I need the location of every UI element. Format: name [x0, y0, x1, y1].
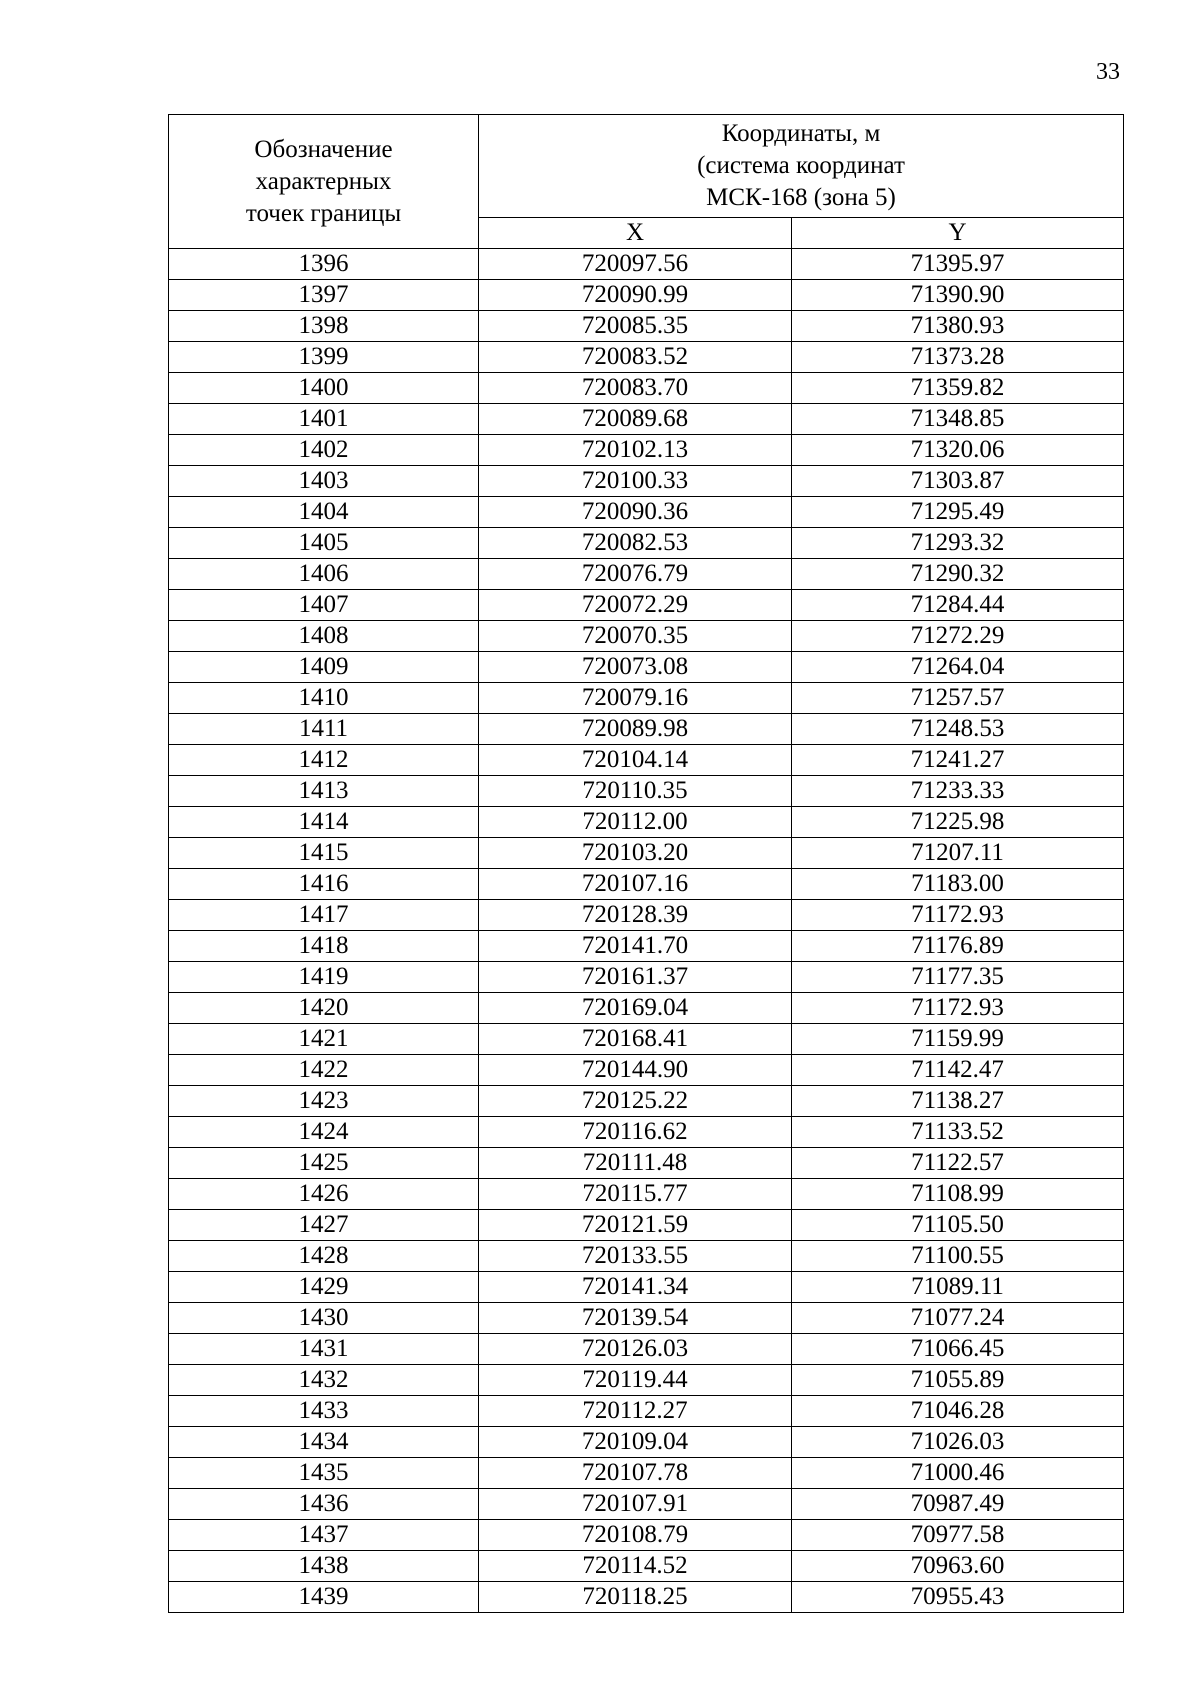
y-coordinate-cell: 71284.44	[792, 590, 1124, 621]
table-row	[169, 962, 1124, 993]
x-coordinate-cell: 720089.98	[479, 714, 792, 745]
x-coordinate-cell: 720102.13	[479, 435, 792, 466]
x-coordinate-cell: 720108.79	[479, 1520, 792, 1551]
table-row	[169, 559, 1124, 590]
table-row	[169, 497, 1124, 528]
point-id-cell: 1435	[169, 1458, 479, 1489]
x-coordinate-cell: 720089.68	[479, 404, 792, 435]
x-coordinate-cell: 720161.37	[479, 962, 792, 993]
table-row	[169, 1210, 1124, 1241]
point-id-cell: 1426	[169, 1179, 479, 1210]
table-row	[169, 869, 1124, 900]
point-id-cell: 1405	[169, 528, 479, 559]
y-coordinate-cell: 71272.29	[792, 621, 1124, 652]
y-coordinate-cell: 71026.03	[792, 1427, 1124, 1458]
y-coordinate-cell: 71225.98	[792, 807, 1124, 838]
table-row	[169, 435, 1124, 466]
point-id-cell: 1427	[169, 1210, 479, 1241]
y-coordinate-cell: 71046.28	[792, 1396, 1124, 1427]
x-coordinate-cell: 720141.70	[479, 931, 792, 962]
y-coordinate-cell: 71172.93	[792, 993, 1124, 1024]
table-row	[169, 404, 1124, 435]
table-row	[169, 807, 1124, 838]
y-coordinate-cell: 71290.32	[792, 559, 1124, 590]
x-coordinate-cell: 720133.55	[479, 1241, 792, 1272]
table-row	[169, 652, 1124, 683]
point-id-cell: 1421	[169, 1024, 479, 1055]
table-row	[169, 683, 1124, 714]
y-coordinate-cell: 71172.93	[792, 900, 1124, 931]
table-row	[169, 838, 1124, 869]
x-coordinate-cell: 720107.16	[479, 869, 792, 900]
x-coordinate-cell: 720083.70	[479, 373, 792, 404]
point-id-cell: 1419	[169, 962, 479, 993]
point-id-cell: 1411	[169, 714, 479, 745]
point-id-cell: 1422	[169, 1055, 479, 1086]
point-id-cell: 1396	[169, 249, 479, 280]
point-id-cell: 1418	[169, 931, 479, 962]
point-id-cell: 1412	[169, 745, 479, 776]
x-coordinate-cell: 720116.62	[479, 1117, 792, 1148]
y-coordinate-cell: 71108.99	[792, 1179, 1124, 1210]
table-row	[169, 590, 1124, 621]
y-coordinate-cell: 71380.93	[792, 311, 1124, 342]
table-row	[169, 745, 1124, 776]
y-coordinate-cell: 70977.58	[792, 1520, 1124, 1551]
point-id-cell: 1433	[169, 1396, 479, 1427]
y-coordinate-cell: 71177.35	[792, 962, 1124, 993]
y-coordinate-cell: 71233.33	[792, 776, 1124, 807]
y-coordinate-cell: 70963.60	[792, 1551, 1124, 1582]
x-coordinate-cell: 720082.53	[479, 528, 792, 559]
point-id-cell: 1413	[169, 776, 479, 807]
table-row	[169, 1272, 1124, 1303]
y-coordinate-cell: 71176.89	[792, 931, 1124, 962]
x-coordinate-cell: 720119.44	[479, 1365, 792, 1396]
x-coordinate-cell: 720112.27	[479, 1396, 792, 1427]
y-column-header: Y	[792, 217, 1124, 248]
designation-header-line: характерных	[255, 167, 392, 195]
x-coordinate-cell: 720114.52	[479, 1551, 792, 1582]
point-id-cell: 1429	[169, 1272, 479, 1303]
point-id-cell: 1425	[169, 1148, 479, 1179]
table-row	[169, 280, 1124, 311]
point-id-cell: 1437	[169, 1520, 479, 1551]
table-row	[169, 714, 1124, 745]
y-coordinate-cell: 71320.06	[792, 435, 1124, 466]
y-coordinate-cell: 71100.55	[792, 1241, 1124, 1272]
point-id-cell: 1432	[169, 1365, 479, 1396]
point-id-cell: 1402	[169, 435, 479, 466]
x-coordinate-cell: 720109.04	[479, 1427, 792, 1458]
x-coordinate-cell: 720144.90	[479, 1055, 792, 1086]
coordinates-header-line: МСК-168 (зона 5)	[706, 183, 896, 211]
x-coordinate-cell: 720073.08	[479, 652, 792, 683]
table-row	[169, 311, 1124, 342]
y-coordinate-cell: 71295.49	[792, 497, 1124, 528]
x-coordinate-cell: 720083.52	[479, 342, 792, 373]
point-id-cell: 1407	[169, 590, 479, 621]
table-row	[169, 1086, 1124, 1117]
y-coordinate-cell: 71055.89	[792, 1365, 1124, 1396]
y-coordinate-cell: 71390.90	[792, 280, 1124, 311]
point-id-cell: 1414	[169, 807, 479, 838]
coordinates-header-line: Координаты, м	[721, 119, 881, 147]
x-coordinate-cell: 720126.03	[479, 1334, 792, 1365]
table-row	[169, 466, 1124, 497]
y-coordinate-cell: 71241.27	[792, 745, 1124, 776]
x-coordinate-cell: 720070.35	[479, 621, 792, 652]
x-coordinate-cell: 720118.25	[479, 1582, 792, 1613]
table-row	[169, 1520, 1124, 1551]
x-coordinate-cell: 720169.04	[479, 993, 792, 1024]
x-coordinate-cell: 720115.77	[479, 1179, 792, 1210]
x-coordinate-cell: 720121.59	[479, 1210, 792, 1241]
coordinates-table	[168, 114, 1124, 1613]
table-row	[169, 1427, 1124, 1458]
point-id-cell: 1401	[169, 404, 479, 435]
x-coordinate-cell: 720090.99	[479, 280, 792, 311]
point-id-cell: 1400	[169, 373, 479, 404]
table-row	[169, 1458, 1124, 1489]
point-id-cell: 1403	[169, 466, 479, 497]
table-row	[169, 249, 1124, 280]
x-coordinate-cell: 720103.20	[479, 838, 792, 869]
x-coordinate-cell: 720100.33	[479, 466, 792, 497]
x-coordinate-cell: 720125.22	[479, 1086, 792, 1117]
x-coordinate-cell: 720072.29	[479, 590, 792, 621]
coordinates-header-line: (система координат	[697, 151, 905, 179]
table-row	[169, 621, 1124, 652]
x-coordinate-cell: 720076.79	[479, 559, 792, 590]
y-coordinate-cell: 71000.46	[792, 1458, 1124, 1489]
table-row	[169, 1055, 1124, 1086]
y-coordinate-cell: 71183.00	[792, 869, 1124, 900]
x-coordinate-cell: 720111.48	[479, 1148, 792, 1179]
table-row	[169, 1489, 1124, 1520]
y-coordinate-cell: 70987.49	[792, 1489, 1124, 1520]
point-id-cell: 1431	[169, 1334, 479, 1365]
table-row	[169, 900, 1124, 931]
point-id-cell: 1417	[169, 900, 479, 931]
point-id-cell: 1434	[169, 1427, 479, 1458]
point-id-cell: 1416	[169, 869, 479, 900]
table-row	[169, 1148, 1124, 1179]
table-row	[169, 1024, 1124, 1055]
y-coordinate-cell: 71293.32	[792, 528, 1124, 559]
point-id-cell: 1398	[169, 311, 479, 342]
x-column-header: X	[479, 217, 792, 248]
table-row	[169, 1241, 1124, 1272]
point-id-cell: 1428	[169, 1241, 479, 1272]
y-coordinate-cell: 71359.82	[792, 373, 1124, 404]
point-id-cell: 1397	[169, 280, 479, 311]
table-row	[169, 776, 1124, 807]
point-id-cell: 1408	[169, 621, 479, 652]
point-id-cell: 1415	[169, 838, 479, 869]
x-coordinate-cell: 720128.39	[479, 900, 792, 931]
point-id-cell: 1430	[169, 1303, 479, 1334]
y-coordinate-cell: 71207.11	[792, 838, 1124, 869]
point-id-cell: 1424	[169, 1117, 479, 1148]
designation-header-line: Обозначение	[254, 135, 393, 163]
y-coordinate-cell: 71105.50	[792, 1210, 1124, 1241]
x-coordinate-cell: 720112.00	[479, 807, 792, 838]
point-id-cell: 1409	[169, 652, 479, 683]
table-body	[169, 249, 1124, 1613]
designation-header	[169, 115, 479, 249]
table-row	[169, 373, 1124, 404]
x-coordinate-cell: 720141.34	[479, 1272, 792, 1303]
y-coordinate-cell: 71373.28	[792, 342, 1124, 373]
point-id-cell: 1436	[169, 1489, 479, 1520]
x-coordinate-cell: 720168.41	[479, 1024, 792, 1055]
x-coordinate-cell: 720139.54	[479, 1303, 792, 1334]
y-coordinate-cell: 71089.11	[792, 1272, 1124, 1303]
point-id-cell: 1420	[169, 993, 479, 1024]
y-coordinate-cell: 71395.97	[792, 249, 1124, 280]
table-row	[169, 1303, 1124, 1334]
page-number: 33	[1096, 59, 1120, 85]
x-coordinate-cell: 720104.14	[479, 745, 792, 776]
x-coordinate-cell: 720097.56	[479, 249, 792, 280]
coordinates-header	[479, 115, 1124, 218]
y-coordinate-cell: 71077.24	[792, 1303, 1124, 1334]
y-coordinate-cell: 71264.04	[792, 652, 1124, 683]
point-id-cell: 1439	[169, 1582, 479, 1613]
y-coordinate-cell: 71138.27	[792, 1086, 1124, 1117]
designation-header-line: точек границы	[245, 199, 402, 227]
table-row	[169, 1334, 1124, 1365]
table-row	[169, 342, 1124, 373]
x-coordinate-cell: 720110.35	[479, 776, 792, 807]
y-coordinate-cell: 71159.99	[792, 1024, 1124, 1055]
point-id-cell: 1406	[169, 559, 479, 590]
point-id-cell: 1410	[169, 683, 479, 714]
y-coordinate-cell: 71257.57	[792, 683, 1124, 714]
table-row	[169, 1582, 1124, 1613]
point-id-cell: 1438	[169, 1551, 479, 1582]
y-coordinate-cell: 71303.87	[792, 466, 1124, 497]
y-coordinate-cell: 71066.45	[792, 1334, 1124, 1365]
point-id-cell: 1399	[169, 342, 479, 373]
table-row	[169, 1551, 1124, 1582]
table-row	[169, 1365, 1124, 1396]
x-coordinate-cell: 720085.35	[479, 311, 792, 342]
table-row	[169, 1117, 1124, 1148]
y-coordinate-cell: 71142.47	[792, 1055, 1124, 1086]
point-id-cell: 1423	[169, 1086, 479, 1117]
x-coordinate-cell: 720079.16	[479, 683, 792, 714]
x-coordinate-cell: 720107.91	[479, 1489, 792, 1520]
y-coordinate-cell: 71133.52	[792, 1117, 1124, 1148]
table-row	[169, 931, 1124, 962]
y-coordinate-cell: 70955.43	[792, 1582, 1124, 1613]
x-coordinate-cell: 720090.36	[479, 497, 792, 528]
y-coordinate-cell: 71248.53	[792, 714, 1124, 745]
table-header	[169, 115, 1124, 249]
point-id-cell: 1404	[169, 497, 479, 528]
y-coordinate-cell: 71348.85	[792, 404, 1124, 435]
y-coordinate-cell: 71122.57	[792, 1148, 1124, 1179]
table-row	[169, 528, 1124, 559]
x-coordinate-cell: 720107.78	[479, 1458, 792, 1489]
table-row	[169, 1396, 1124, 1427]
table-row	[169, 993, 1124, 1024]
table-row	[169, 1179, 1124, 1210]
